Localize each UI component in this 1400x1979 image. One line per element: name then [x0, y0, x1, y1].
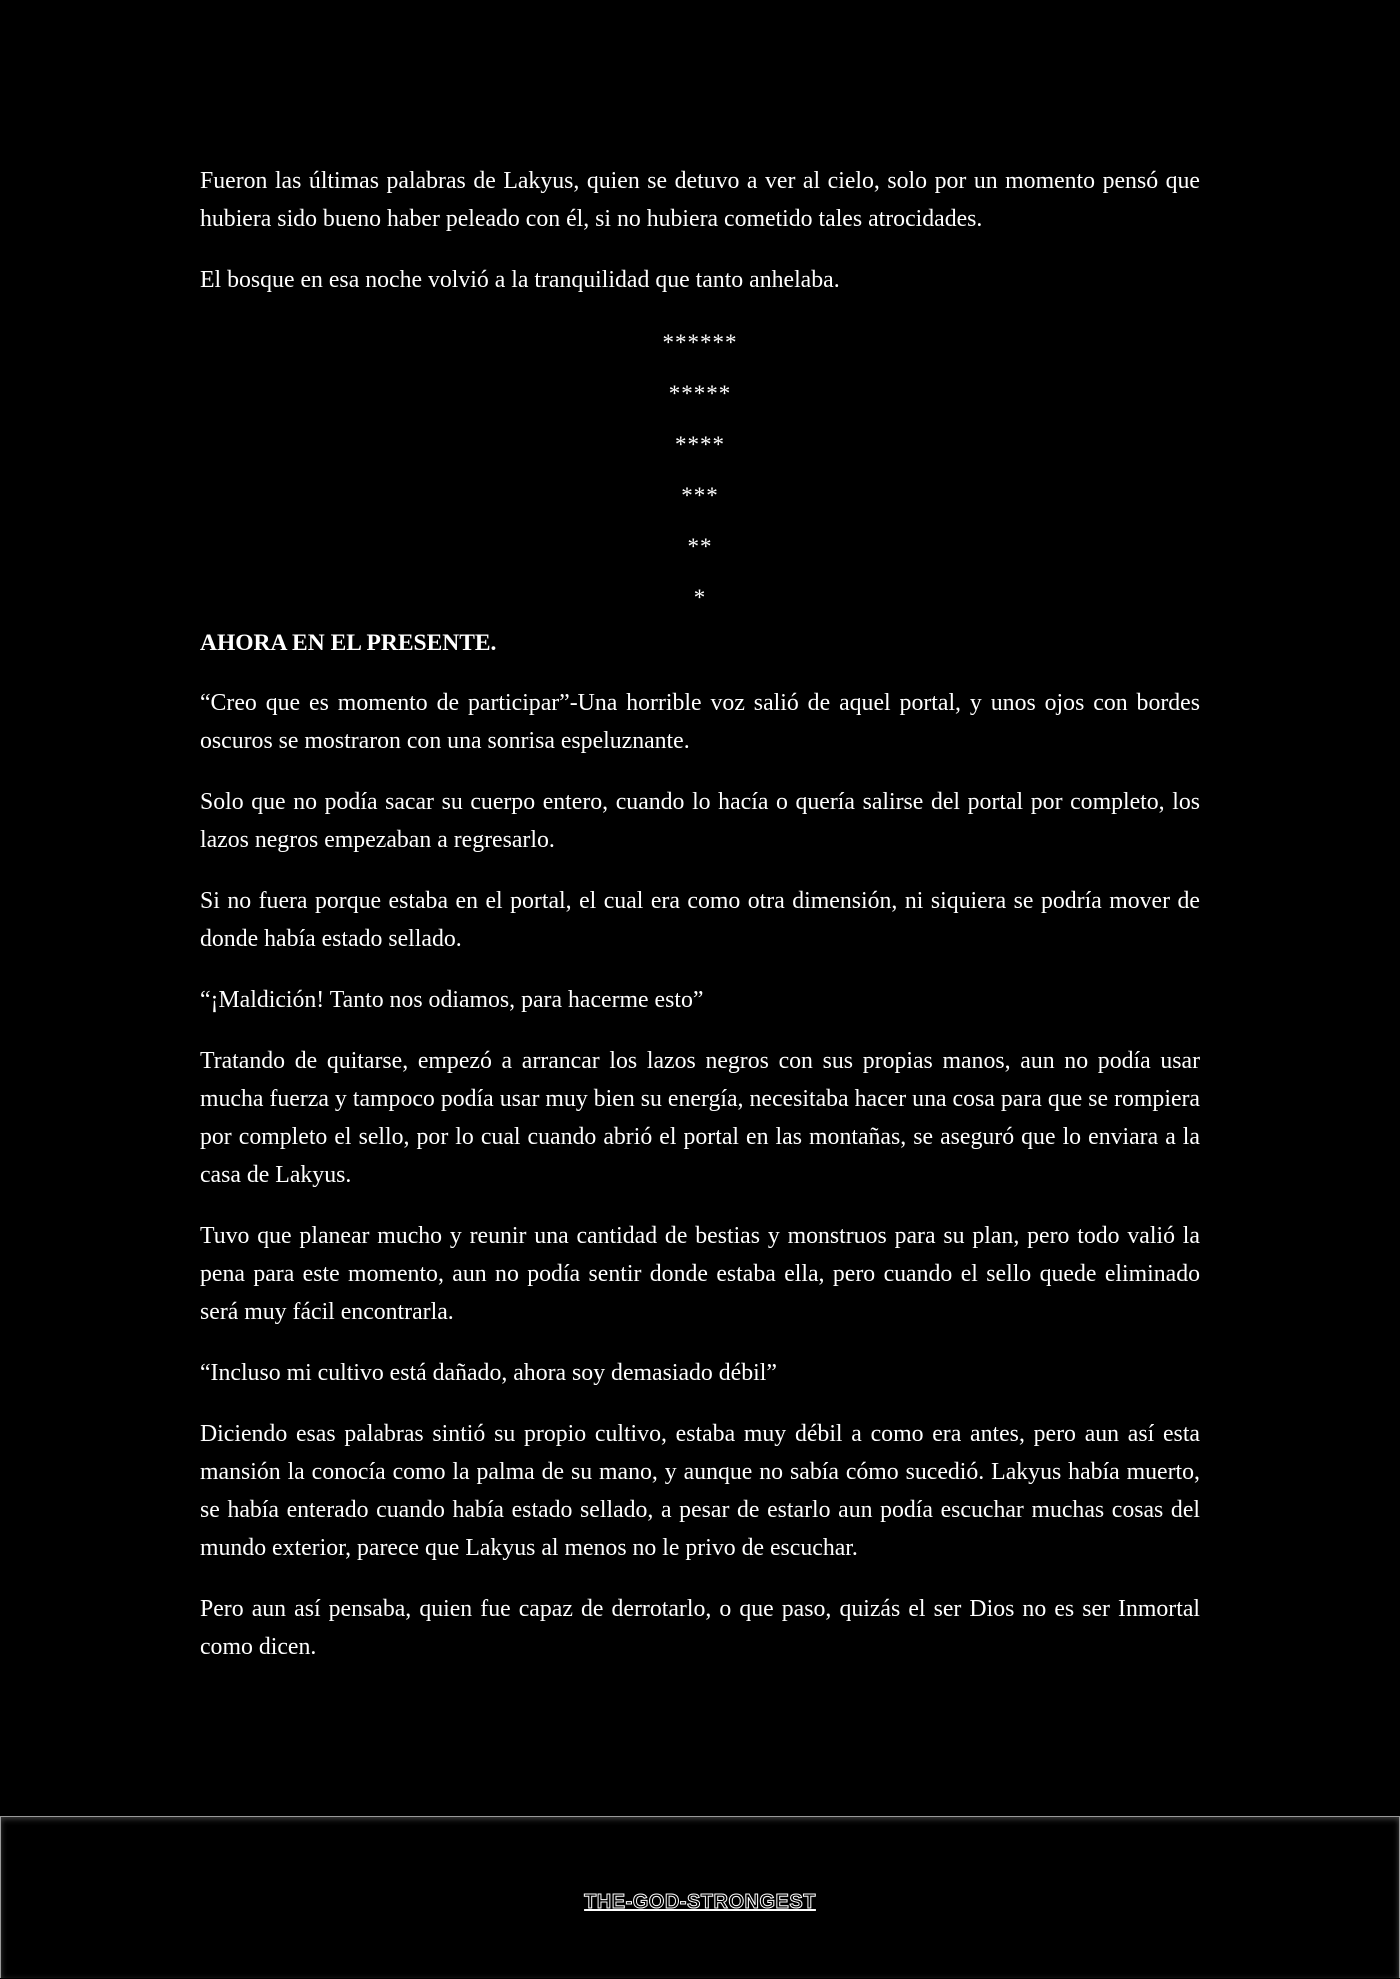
separator-stars: ****: [675, 432, 725, 457]
chapter-text: [200, 162, 1200, 1689]
paragraph: Tratando de quitarse, empezó a arrancar los lazos negros con sus propias manos, aun no podía usar mucha fuerza y tampoco podía usar muy bien su energía, necesitaba hacer una cosa para que se rompiera por completo el sello, por lo cual cuando abrió el portal en las montañas, se aseguró que lo enviara a la casa de Lakyus.: [200, 1048, 1200, 1188]
paragraph: El bosque en esa noche volvió a la tranquilidad que tanto anhelaba.: [200, 267, 840, 293]
paragraph: Fueron las últimas palabras de Lakyus, quien se detuvo a ver al cielo, solo por un momento pensó que hubiera sido bueno haber peleado con él, si no hubiera cometido tales atrocidades.: [200, 168, 1200, 232]
separator-stars: ******: [662, 330, 738, 355]
paragraph: “Incluso mi cultivo está dañado, ahora soy demasiado débil”: [200, 1360, 777, 1386]
scene-separator: [200, 312, 1200, 628]
separator-stars: *: [693, 585, 707, 610]
paragraph: Si no fuera porque estaba en el portal, el cual era como otra dimensión, ni siquiera se podría mover de donde había estado sellado.: [200, 888, 1200, 952]
separator-stars: **: [687, 534, 713, 559]
paragraph: Diciendo esas palabras sintió su propio cultivo, estaba muy débil a como era antes, pero aun así esta mansión la conocía como la palma de su mano, y aunque no sabía cómo sucedió. Lakyus había muerto, se había enterado cuando había estado sellado, a pesar de estarlo aun podía escuchar muchas cosas del mundo exterior, parece que Lakyus al menos no le privo de escuchar.: [200, 1421, 1200, 1561]
page-footer: [0, 1816, 1400, 1978]
paragraph: “¡Maldición! Tanto nos odiamos, para hacerme esto”: [200, 987, 704, 1013]
separator-stars: ***: [681, 483, 719, 508]
paragraph: Solo que no podía sacar su cuerpo entero, cuando lo hacía o quería salirse del portal por completo, los lazos negros empezaban a regresarlo.: [200, 789, 1200, 853]
paragraph: Tuvo que planear mucho y reunir una cantidad de bestias y monstruos para su plan, pero todo valió la pena para este momento, aun no podía sentir donde estaba ella, pero cuando el sello quede eliminado será muy fácil encontrarla.: [200, 1223, 1200, 1325]
footer-brand: THE-GOD-STRONGEST: [584, 1891, 816, 1913]
paragraph: “Creo que es momento de participar”-Una horrible voz salió de aquel portal, y unos ojos con bordes oscuros se mostraron con una sonrisa espeluznante.: [200, 690, 1200, 754]
paragraph: Pero aun así pensaba, quien fue capaz de derrotarlo, o que paso, quizás el ser Dios no es ser Inmortal como dicen.: [200, 1596, 1200, 1660]
section-heading: AHORA EN EL PRESENTE.: [200, 630, 497, 656]
separator-stars: *****: [668, 381, 732, 406]
